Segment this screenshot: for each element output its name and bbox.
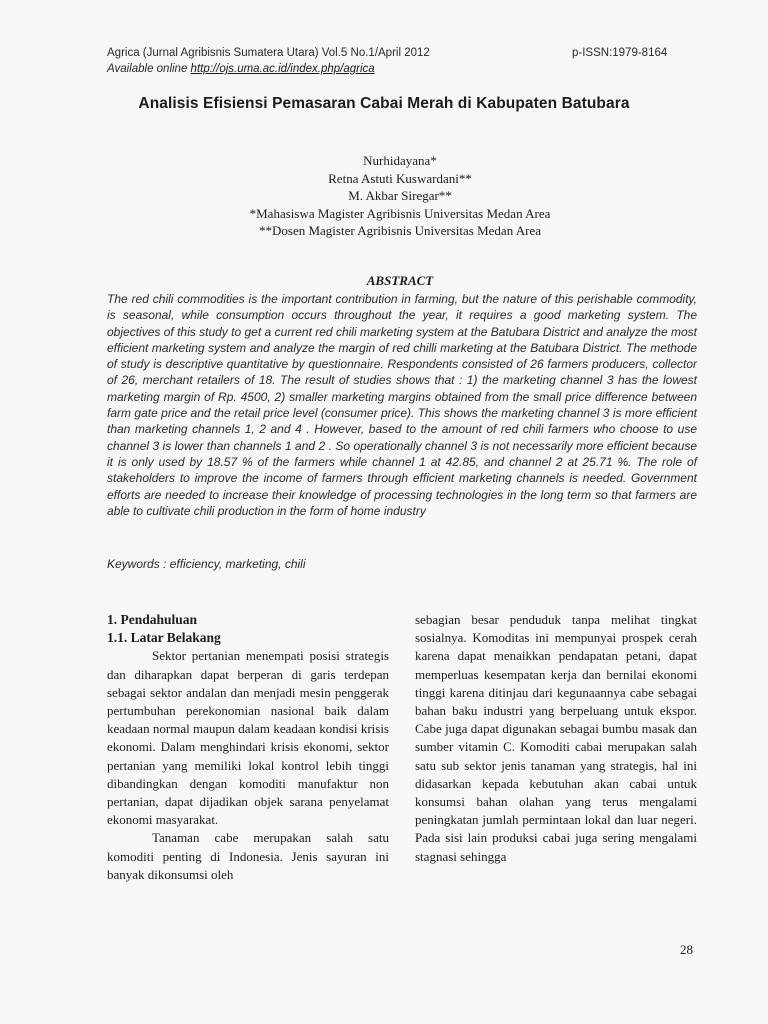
affiliation-2: **Dosen Magister Agribisnis Universitas Medan Area	[259, 223, 541, 238]
subsection-heading: 1.1. Latar Belakang	[107, 630, 221, 646]
body-paragraph: Tanaman cabe merupakan salah satu komoditi penting di Indonesia. Jenis sayuran ini banyak dikonsumsi oleh	[107, 830, 389, 882]
issn: p-ISSN:1979-8164	[572, 47, 668, 59]
availability-line	[107, 61, 430, 77]
keywords: Keywords : efficiency, marketing, chili	[107, 557, 306, 571]
author-block	[0, 152, 768, 240]
paper-title: Analisis Efisiensi Pemasaran Cabai Merah di Kabupaten Batubara	[138, 95, 630, 112]
right-column	[415, 611, 697, 866]
running-header	[107, 45, 430, 77]
body-paragraph: sebagian besar penduduk tanpa melihat tingkat sosialnya. Komoditas ini mempunyai prospek cerah karena dapat menaikkan pendapatan petani, dapat memperluas kesempatan kerja dan bernilai ekonomi tinggi karena ditinjau dari kegunaannya cabe sebagai bahan baku industri yang berpeluang untuk ekspor. Cabe juga dapat digunakan sebagai bumbu masak dan sumber vitamin C. Komoditi cabai merupakan salah satu sub sektor jenis tanaman yang strategis, hal ini didasarkan kepada kebutuhan akan cabai untuk konsumsi bahan olahan yang terus mengalami peningkatan jumlah permintaan lokal dan luar negeri. Pada sisi lain produksi cabai juga sering mengalami stagnasi sehingga	[415, 612, 697, 864]
author-2: Retna Astuti Kuswardani**	[328, 170, 472, 186]
journal-url-link[interactable]: http://ojs.uma.ac.id/index.php/agrica	[190, 63, 375, 75]
available-online-label: Available online	[107, 63, 191, 75]
author-3: M. Akbar Siregar**	[348, 188, 452, 203]
journal-citation: Agrica (Jurnal Agribisnis Sumatera Utara) Vol.5 No.1/April 2012	[107, 47, 430, 59]
page-number: 28	[680, 942, 693, 957]
left-column	[107, 611, 389, 884]
abstract-heading: ABSTRACT	[366, 273, 434, 288]
affiliation-1: *Mahasiswa Magister Agribisnis Universitas Medan Area	[249, 205, 551, 221]
author-1: Nurhidayana*	[363, 153, 437, 168]
body-paragraph: Sektor pertanian menempati posisi strategis dan diharapkan dapat berperan di garis terdepan sebagai sektor andalan dan menjadi mesin penggerak pertumbuhan perekonomian nasional baik dalam keadaan normal maupun dalam keadaan kondisi krisis ekonomi. Dalam menghindari krisis ekonomi, sektor pertanian yang memiliki lokal kontrol lebih tinggi dibandingkan dengan komoditi manufaktur non pertanian, dapat dijadikan objek sarana penyelamat ekonomi masyarakat.	[107, 648, 389, 828]
section-heading: 1. Pendahuluan	[107, 612, 198, 627]
abstract-text: The red chili commodities is the important contribution in farming, but the nature of this perishable commodity, is seasonal, while consumption occurs throughout the year, it requires a good marketing system. The objectives of this study to get a current red chili marketing system at the Batubara District and analyze the most efficient marketing system and analyze the margin of red chilli marketing at the Batubara District. The methode of study is descriptive quantitative by questionnaire. Respondents consisted of 26 farmers producers, collector of 26, merchant retailers of 18. The result of studies shows that : 1) the marketing channel 3 has the lowest marketing margin of Rp. 4500, 2) smaller marketing margins obtained from the small price difference between farm gate price and the retail price level (consumer price). This shows the marketing channel 3 is more efficient than marketing channels 1, 2 and 4 . However, based to the amount of red chili farmers who choose to use channel 3 is lower than channels 1 and 2 . So operationally channel 3 is not necessarily more efficient because it is only used by 18.57 % of the farmers while channel 1 at 42.85, and channel 2 at 25.71 %. The role of stakeholders to improve the income of farmers through efficient marketing channels is needed. Government efforts are needed to increase their knowledge of processing technologies in the long term so that farmers are able to cultivate chili production in the form of home industry	[107, 292, 697, 518]
